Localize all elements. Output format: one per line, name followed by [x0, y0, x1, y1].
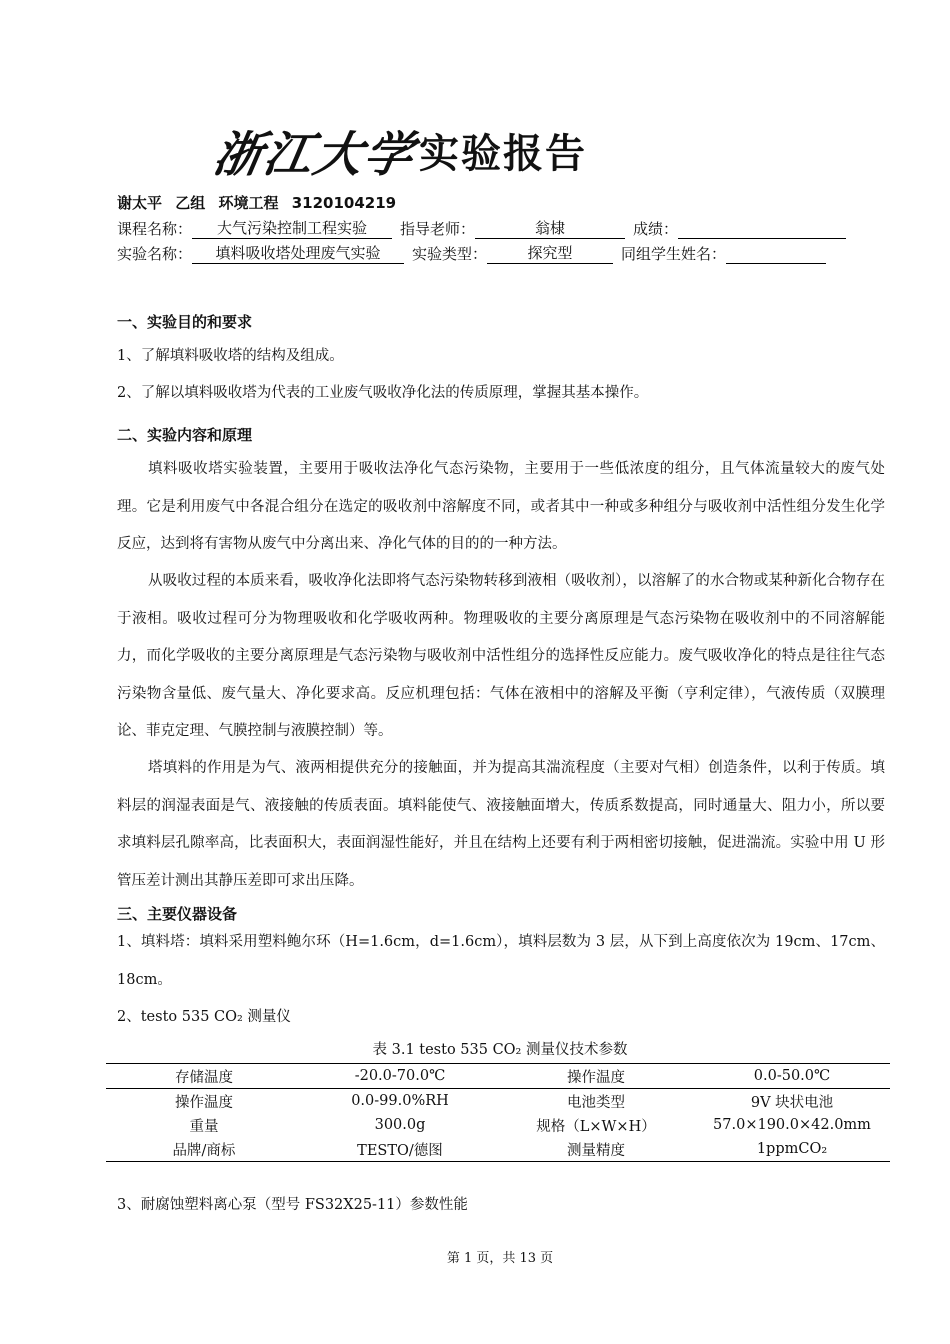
table-cell: 300.0g: [374, 1117, 426, 1133]
student-major: 环境工程: [218, 194, 279, 212]
exp-type-field: 探究型: [487, 244, 613, 264]
exp-name-label: 实验名称：: [117, 245, 193, 263]
exp-name-field: 填料吸收塔处理废气实验: [192, 244, 404, 264]
table-cell: 品牌/商标: [106, 1137, 302, 1162]
report-title: [209, 118, 588, 183]
score-field: [678, 219, 846, 239]
teacher-label: 指导老师：: [400, 220, 476, 238]
table-cell: 0.0-50.0℃: [694, 1064, 890, 1089]
table-row: [106, 1064, 890, 1089]
table-cell: 存储温度: [106, 1064, 302, 1089]
student-id: 3120104219: [291, 194, 397, 212]
student-name: 谢太平: [117, 194, 163, 212]
s3-item-3: 3、耐腐蚀塑料离心泵（型号 FS32X25-11）参数性能: [117, 1197, 468, 1213]
s3-item-1: 1、填料塔：填料采用塑料鲍尔环（H=1.6cm，d=1.6cm），填料层数为 3 层，从下到上高度依次为 19cm、17cm、18cm。: [117, 934, 885, 988]
course-line: [117, 218, 854, 239]
s1-item-2: 2、了解以填料吸收塔为代表的工业废气吸收净化法的传质原理，掌握其基本操作。: [117, 385, 649, 401]
university-logo: 浙江大学: [209, 126, 420, 183]
exp-type-label: 实验类型：: [412, 245, 488, 263]
table-cell: 1ppmCO₂: [694, 1137, 890, 1162]
table-cell: 操作温度: [175, 1094, 233, 1111]
student-info: [117, 192, 404, 213]
s2-paragraph-2: 从吸收过程的本质来看，吸收净化法即将气态污染物转移到液相（吸收剂），以溶解了的水合物或某种新化合物存在于液相。吸收过程可分为物理吸收和化学吸收两种。物理吸收的主要分离原理是气态污染物在吸收剂中的不同溶解能力，而化学吸收的主要分离原理是气态污染物与吸收剂中活性组分的选择性反应能力。废气吸收净化的特点是往往气态污染物含量低、废气量大、净化要求高。反应机理包括：气体在液相中的溶解及平衡（亨利定律），气液传质（双膜理论、菲克定理、气膜控制与液膜控制）等。: [117, 573, 885, 739]
table-cell: 0.0-99.0%RH: [351, 1093, 449, 1109]
table-caption: 表 3.1 testo 535 CO₂ 测量仪技术参数: [372, 1042, 628, 1058]
table-cell: TESTO/德图: [302, 1137, 498, 1162]
course-field: 大气污染控制工程实验: [192, 219, 392, 239]
experiment-line: [117, 243, 834, 264]
table-cell: 操作温度: [498, 1064, 694, 1089]
page-number: 第 1 页，共 13 页: [446, 1251, 554, 1266]
table-cell: 测量精度: [498, 1137, 694, 1162]
table-cell: 规格（L×W×H）: [536, 1118, 656, 1135]
report-heading: 实验报告: [419, 130, 588, 177]
table-cell: -20.0-70.0℃: [302, 1064, 498, 1089]
section-1-heading: 一、实验目的和要求: [117, 313, 253, 331]
s1-item-1: 1、了解填料吸收塔的结构及组成。: [117, 348, 344, 364]
s3-item-2: 2、testo 535 CO₂ 测量仪: [117, 1009, 291, 1025]
teacher-field: 翁棣: [475, 219, 625, 239]
spec-table: [106, 1063, 890, 1162]
s2-paragraph-1: 填料吸收塔实验装置，主要用于吸收法净化气态污染物，主要用于一些低浓度的组分，且气体流量较大的废气处理。它是利用废气中各混合组分在选定的吸收剂中溶解度不同，或者其中一种或多种组分与吸收剂中活性组分发生化学反应，达到将有害物从废气中分离出来、净化气体的目的的一种方法。: [117, 461, 885, 552]
partner-label: 同组学生姓名：: [621, 245, 727, 263]
s2-paragraph-3: 塔填料的作用是为气、液两相提供充分的接触面，并为提高其湍流程度（主要对气相）创造条件，以利于传质。填料层的润湿表面是气、液接触的传质表面。填料能使气、液接触面增大，传质系数提高，同时通量大、阻力小，所以要求填料层孔隙率高，比表面积大，表面润湿性能好，并且在结构上还要有利于两相密切接触，促进湍流。实验中用 U 形管压差计测出其静压差即可求出压降。: [117, 760, 885, 889]
course-label: 课程名称：: [117, 220, 193, 238]
table-cell: 电池类型: [567, 1094, 625, 1111]
table-row: [106, 1089, 890, 1114]
table-cell: 9V 块状电池: [750, 1094, 834, 1111]
partner-field: [726, 244, 826, 264]
section-2-heading: 二、实验内容和原理: [117, 426, 253, 444]
section-3-heading: 三、主要仪器设备: [117, 905, 238, 923]
score-label: 成绩：: [633, 220, 679, 238]
table-row: [106, 1113, 890, 1137]
student-group: 乙组: [175, 194, 206, 212]
table-cell: 重量: [189, 1118, 219, 1135]
table-cell: 57.0×190.0×42.0mm: [713, 1117, 871, 1133]
table-row: [106, 1137, 890, 1162]
